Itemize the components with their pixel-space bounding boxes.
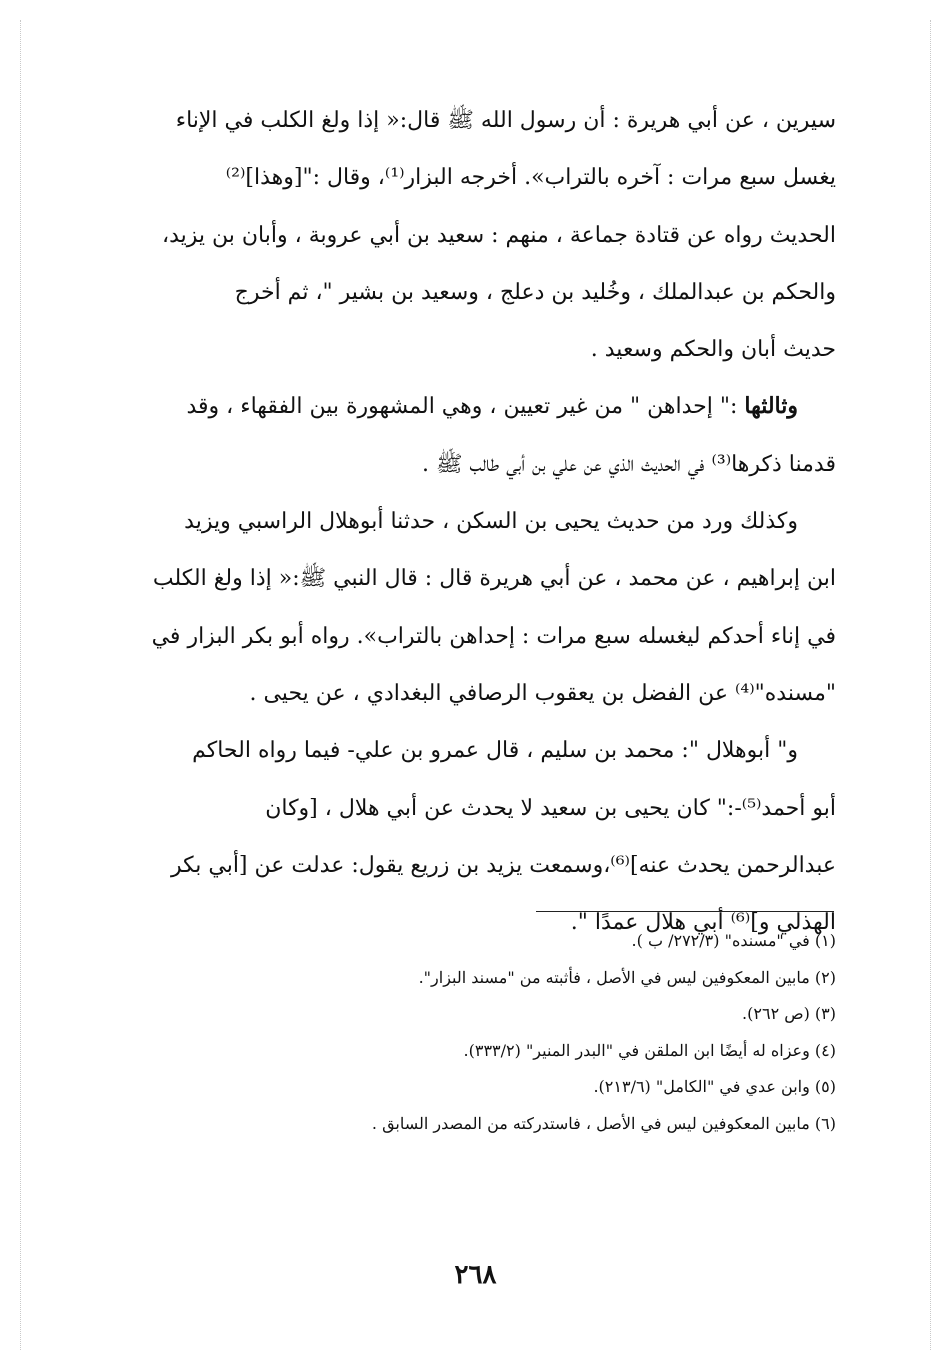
text-line: وكذلك ورد من حديث يحيى بن السكن ، حدثنا أبوهلال الراسبي ويزيد	[184, 509, 798, 535]
text-line: "مسنده"⁽⁴⁾ عن الفضل بن يعقوب الرصافي البغدادي ، عن يحيى .	[249, 680, 836, 706]
text-line: والحكم بن عبدالملك ، وخُليد بن دعلج ، وسعيد بن بشير "، ثم أخرج	[234, 279, 836, 305]
main-text	[118, 92, 836, 951]
footnote: (٤) وعزاه له أيضًا ابن الملقن في "البدر المنير" (٣٣٣/٢).	[463, 1040, 836, 1060]
footnote: (٣) (ص ٢٦٢).	[742, 1004, 836, 1024]
text-line: في إناء أحدكم ليغسله سبع مرات : إحداهن بالتراب». رواه أبو بكر البزار في	[151, 623, 836, 649]
text-line: عبدالرحمن يحدث عنه]⁽⁶⁾،وسمعت يزيد بن زريع يقول: عدلت عن [أبي بكر	[170, 852, 836, 878]
paragraph-line	[118, 378, 836, 435]
text-line: و" أبوهلال ": محمد بن سليم ، قال عمرو بن علي- فيما رواه الحاكم	[192, 738, 798, 764]
text-line: أبو أحمد⁽⁵⁾-:" كان يحيى بن سعيد لا يحدث عن أبي هلال ، [وكان	[265, 795, 836, 821]
footnotes	[118, 923, 836, 1143]
text-line: سيرين ، عن أبي هريرة : أن رسول الله ﷺ قال:« إذا ولغ الكلب في الإناء	[175, 108, 836, 133]
scan-mark-left	[20, 20, 22, 1350]
paragraph-line-text: :" إحداهن " من غير تعيين ، وهي المشهورة بين الفقهاء ، وقد	[186, 394, 745, 420]
paragraph-lead-word: وثالثها	[744, 393, 798, 420]
page-number: ٢٦٨	[454, 1260, 497, 1290]
footnote: (١) في "مسنده" (٢٧٢/٣/ ب ).	[631, 931, 836, 950]
text-line: حديث أبان والحكم وسعيد .	[590, 337, 836, 363]
scan-mark-right	[930, 20, 932, 1350]
footnote: (٢) مابين المعكوفين ليس في الأصل ، فأثبته من "مسند البزار".	[418, 967, 836, 987]
text-line: يغسل سبع مرات : آخره بالتراب». أخرجه البزار⁽¹⁾، وقال :"[وهذا]⁽²⁾	[225, 165, 836, 191]
footnote: (٦) مابين المعكوفين ليس في الأصل ، فاستدركته من المصدر السابق .	[371, 1113, 836, 1133]
text-line: قدمنا ذكرها⁽³⁾ في الحديث الذي عن علي بن أبي طالب ﷺ .	[421, 451, 836, 477]
text-line: ابن إبراهيم ، عن محمد ، عن أبي هريرة قال : قال النبي ﷺ:« إذا ولغ الكلب	[152, 566, 836, 592]
text-line: الحديث رواه عن قتادة جماعة ، منهم : سعيد بن أبي عروبة ، وأبان بن يزيد،	[162, 222, 836, 248]
footnote: (٥) وابن عدي في "الكامل" (٢١٣/٦).	[593, 1077, 836, 1097]
footnote-divider	[536, 911, 834, 912]
text-line: الهذلي و]⁽⁶⁾ أبي هلال عمدًا ".	[570, 910, 836, 936]
